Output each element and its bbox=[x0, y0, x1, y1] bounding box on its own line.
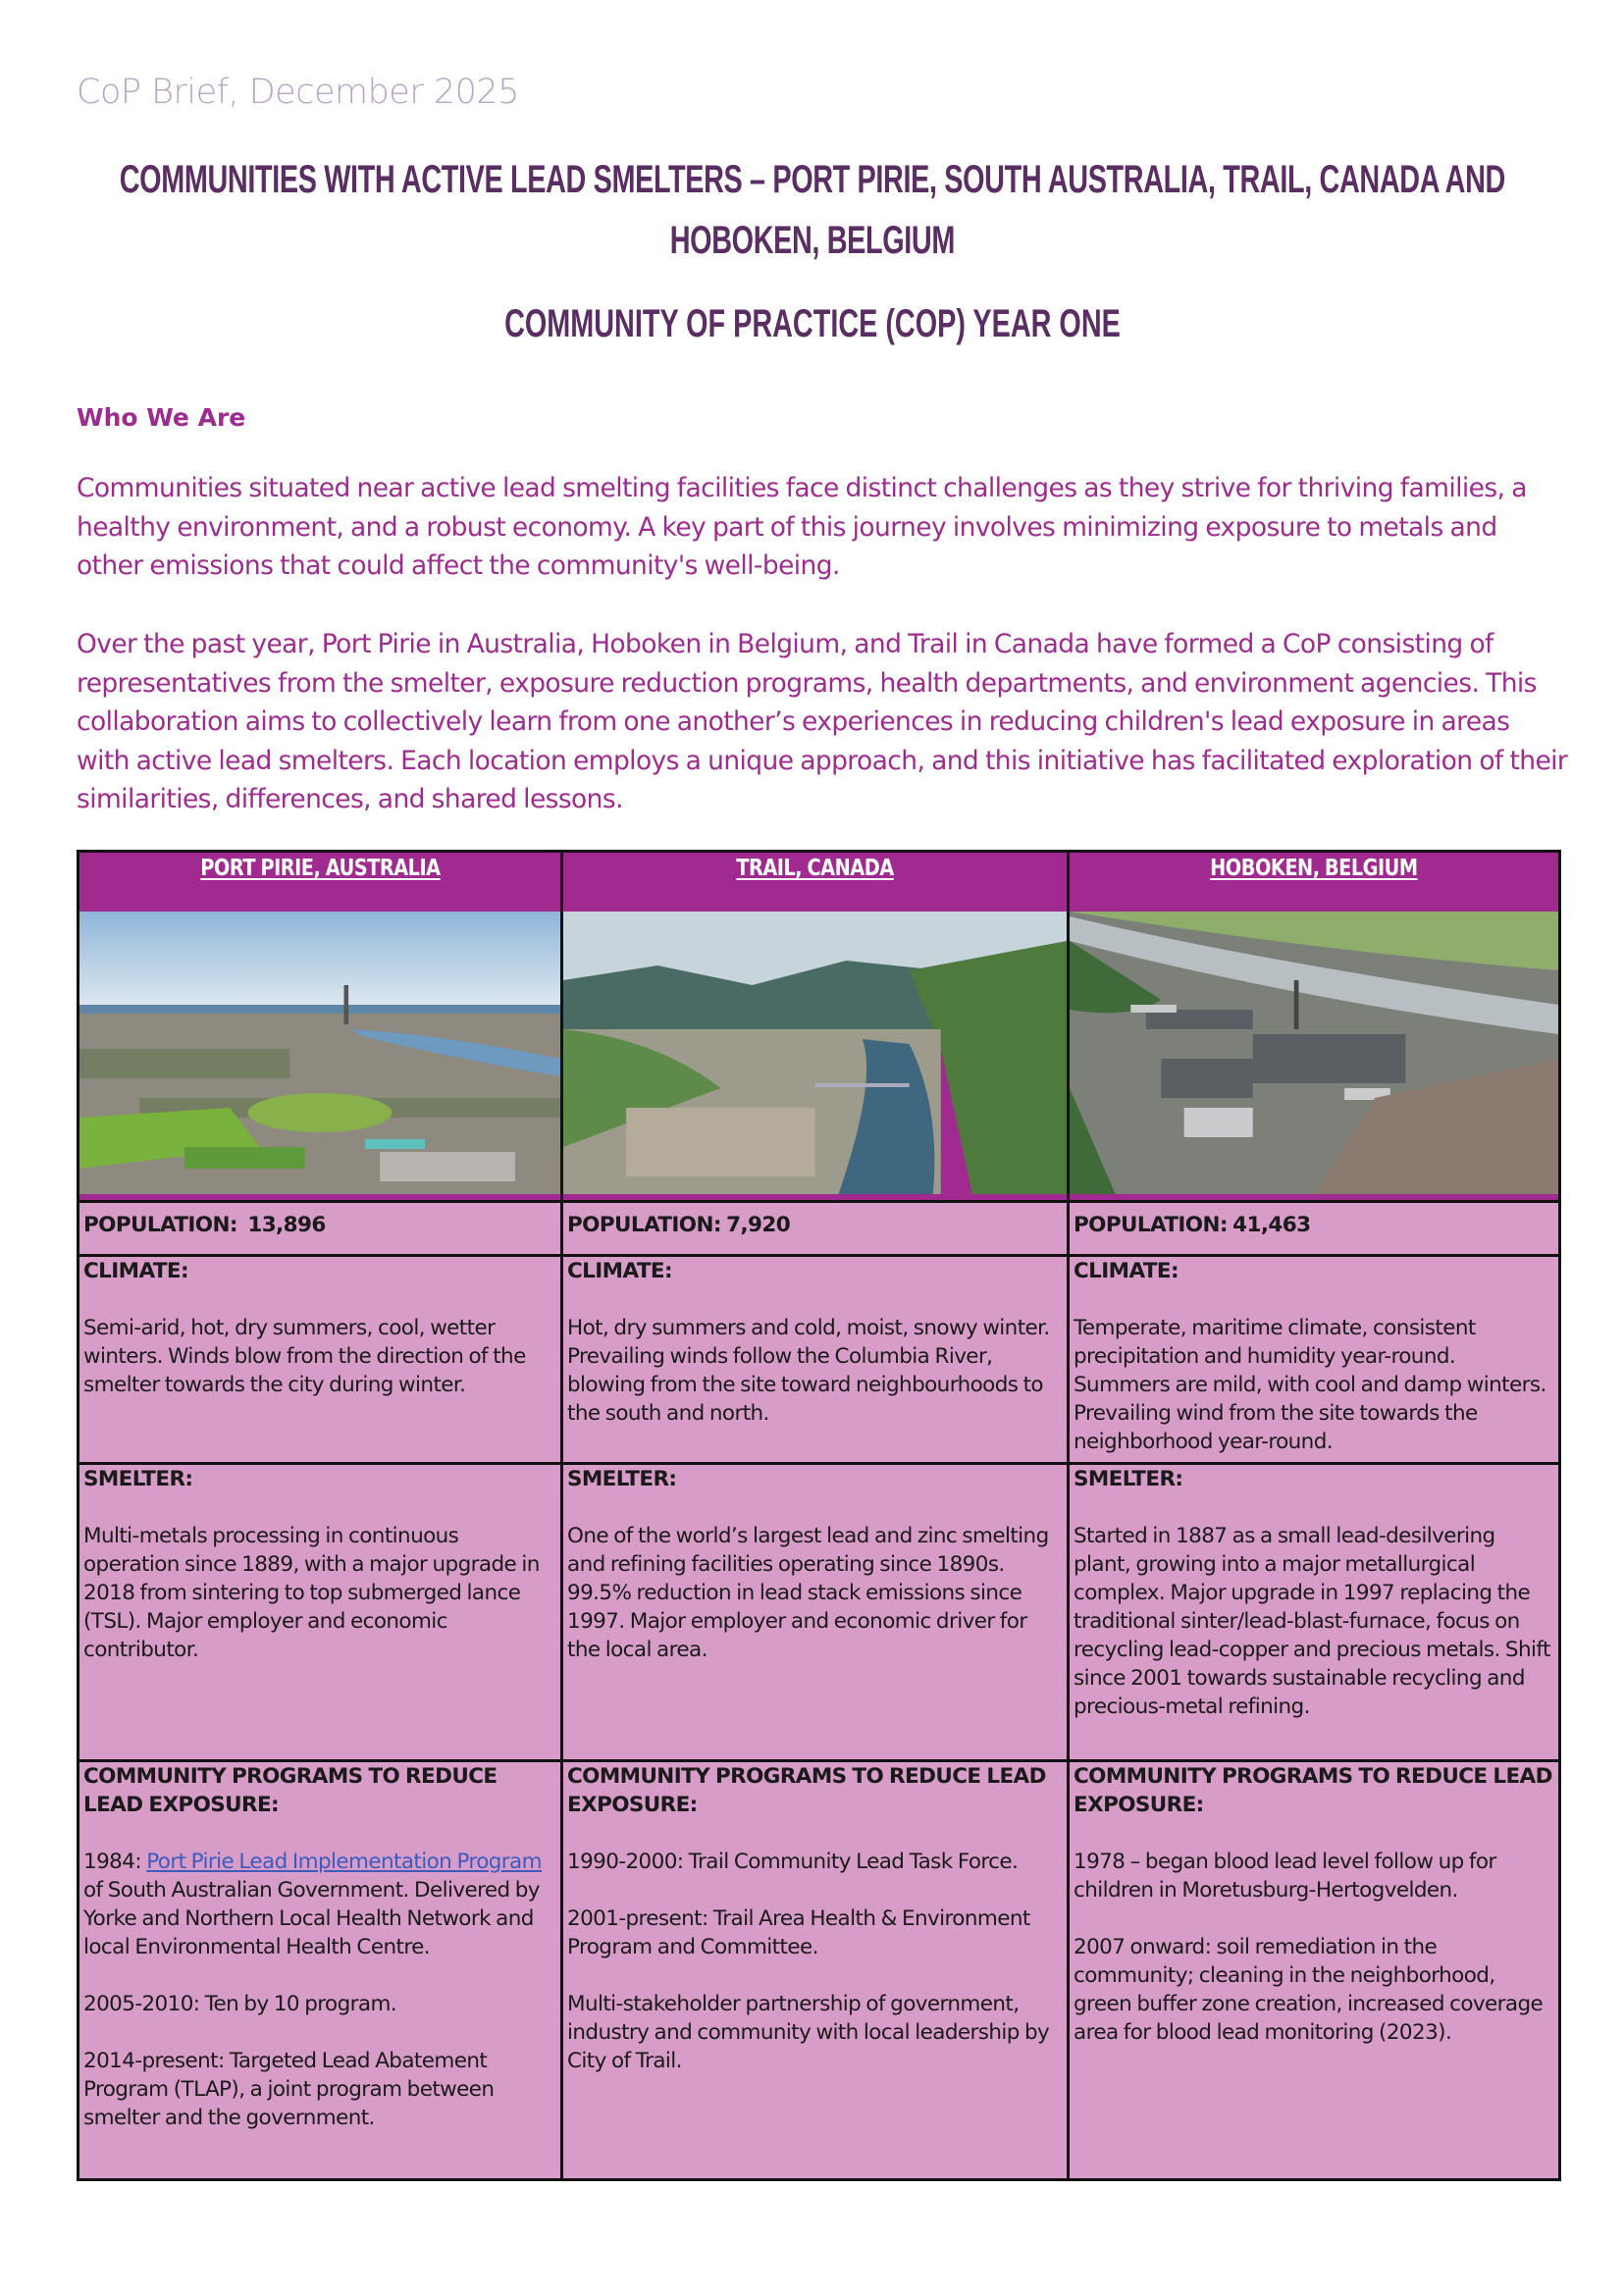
climate-cell-trail bbox=[562, 1256, 1069, 1464]
population-value: 13,896 bbox=[247, 1213, 326, 1237]
page-subtitle-text: COMMUNITY OF PRACTICE (COP) YEAR ONE bbox=[503, 302, 1121, 345]
climate-text: Hot, dry summers and cold, moist, snowy winter. Prevailing winds follow the Columbia River, blowing from the site toward neighbourhoods to the south and north. bbox=[567, 1316, 1050, 1426]
population-cell-port-pirie bbox=[79, 1202, 562, 1256]
location-header-hoboken bbox=[1069, 852, 1560, 913]
intro-paragraph: Over the past year, Port Pirie in Australia, Hoboken in Belgium, and Trail in Canada have formed a CoP consisting of representatives from the smelter, exposure reduction programs, health departments, and environment agencies. This collaboration aims to collectively learn from one another’s experiences in reducing children's lead exposure in areas with active lead smelters. Each location employs a unique approach, and this initiative has facilitated exploration of their similarities, differences, and shared lessons. bbox=[77, 629, 1568, 814]
program-item: 2001-present: Trail Area Health & Environment Program and Committee. bbox=[567, 1906, 1030, 1959]
smelter-text: Started in 1887 as a small lead-desilvering plant, growing into a major metallurgical complex. Major upgrade in 1997 replacing the traditional sinter/lead-blast-furnace, focus on recycling lead-copper and precious metals. Shift since 2001 towards sustainable recycling and precious-metal refining. bbox=[1074, 1524, 1550, 1719]
climate-row bbox=[79, 1256, 1560, 1464]
port-pirie-lead-program-link[interactable]: Port Pirie Lead Implementation Program bbox=[146, 1850, 542, 1874]
program-item bbox=[83, 1848, 556, 1961]
photo-row bbox=[79, 912, 1560, 1202]
page-title-text: COMMUNITIES WITH ACTIVE LEAD SMELTERS – PORT PIRIE, SOUTH AUSTRALIA, TRAIL, CANADA AND HOBOKEN, BELGIUM bbox=[119, 158, 1505, 262]
programs-cell-port-pirie bbox=[79, 1761, 562, 2180]
location-header-trail bbox=[562, 852, 1069, 913]
page-title bbox=[119, 149, 1505, 271]
population-value: 41,463 bbox=[1232, 1213, 1311, 1237]
population-label: POPULATION: bbox=[1074, 1213, 1228, 1237]
location-link-trail[interactable]: TRAIL, CANADA bbox=[736, 856, 894, 881]
programs-cell-trail bbox=[562, 1761, 1069, 2180]
program-item: Multi-stakeholder partnership of government, industry and community with local leadership by City of Trail. bbox=[567, 1992, 1050, 2073]
program-item: 2005-2010: Ten by 10 program. bbox=[83, 1992, 397, 2016]
population-row bbox=[79, 1202, 1560, 1256]
section-heading-who-we-are: Who We Are bbox=[77, 403, 246, 432]
population-cell-trail bbox=[562, 1202, 1069, 1256]
programs-label: COMMUNITY PROGRAMS TO REDUCE LEAD EXPOSURE: bbox=[1074, 1764, 1552, 1817]
smelter-label: SMELTER: bbox=[83, 1467, 193, 1491]
population-value: 7,920 bbox=[726, 1213, 791, 1237]
location-link-hoboken[interactable]: HOBOKEN, BELGIUM bbox=[1210, 856, 1418, 881]
location-link-port-pirie[interactable]: PORT PIRIE, AUSTRALIA bbox=[199, 856, 441, 881]
climate-text: Temperate, maritime climate, consistent precipitation and humidity year-round. Summers are mild, with cool and damp winters. Prevailing wind from the site towards the neighborhood year-round. bbox=[1074, 1316, 1546, 1454]
programs-cell-hoboken bbox=[1069, 1761, 1560, 2180]
program-year: 1984: bbox=[83, 1850, 147, 1874]
brief-date-line: CoP Brief, December 2025 bbox=[77, 73, 519, 112]
location-comparison-table bbox=[77, 850, 1561, 2181]
climate-label: CLIMATE: bbox=[83, 1259, 188, 1283]
climate-label: CLIMATE: bbox=[1074, 1259, 1179, 1283]
population-cell-hoboken bbox=[1069, 1202, 1560, 1256]
location-header-row bbox=[79, 852, 1560, 913]
location-header-port-pirie bbox=[79, 852, 562, 913]
aerial-photo-trail bbox=[563, 912, 1067, 1194]
smelter-text: One of the world’s largest lead and zinc smelting and refining facilities operating since 1890s. 99.5% reduction in lead stack emissions since 1997. Major employer and economic driver for the local area. bbox=[567, 1524, 1049, 1662]
program-item: 1978 – began blood lead level follow up for children in Moretusburg-Hertogvelden. bbox=[1074, 1850, 1496, 1903]
photo-cell-hoboken bbox=[1069, 912, 1560, 1202]
smelter-cell-port-pirie bbox=[79, 1464, 562, 1761]
programs-label: COMMUNITY PROGRAMS TO REDUCE LEAD EXPOSURE: bbox=[567, 1764, 1046, 1817]
smelter-label: SMELTER: bbox=[567, 1467, 677, 1491]
smelter-text: Multi-metals processing in continuous operation since 1889, with a major upgrade in 2018 from sintering to top submerged lance (TSL). Major employer and economic contributor. bbox=[83, 1524, 540, 1662]
smelter-cell-hoboken bbox=[1069, 1464, 1560, 1761]
program-description: of South Australian Government. Delivered by Yorke and Northern Local Health Network and local Environmental Health Centre. bbox=[83, 1878, 540, 1959]
program-item: 2014-present: Targeted Lead Abatement Program (TLAP), a joint program between smelter and the government. bbox=[83, 2049, 495, 2130]
population-label: POPULATION: bbox=[567, 1213, 721, 1237]
climate-text: Semi-arid, hot, dry summers, cool, wetter winters. Winds blow from the direction of the smelter towards the city during winter. bbox=[83, 1316, 526, 1397]
smelter-label: SMELTER: bbox=[1074, 1467, 1183, 1491]
photo-cell-port-pirie bbox=[79, 912, 562, 1202]
photo-cell-trail bbox=[562, 912, 1069, 1202]
program-item: 2007 onward: soil remediation in the community; cleaning in the neighborhood, green buffer zone creation, increased coverage area for blood lead monitoring (2023). bbox=[1074, 1935, 1544, 2045]
intro-paragraph: Communities situated near active lead smelting facilities face distinct challenges as they strive for thriving families, a healthy environment, and a robust economy. A key part of this journey involves minimizing exposure to metals and other emissions that could affect the community's well-being. bbox=[77, 473, 1527, 581]
climate-label: CLIMATE: bbox=[567, 1259, 672, 1283]
climate-cell-port-pirie bbox=[79, 1256, 562, 1464]
smelter-cell-trail bbox=[562, 1464, 1069, 1761]
aerial-photo-hoboken bbox=[1070, 912, 1558, 1194]
aerial-photo-port-pirie bbox=[79, 912, 560, 1194]
programs-label: COMMUNITY PROGRAMS TO REDUCE LEAD EXPOSURE: bbox=[83, 1764, 498, 1817]
population-label: POPULATION: bbox=[83, 1213, 237, 1237]
climate-cell-hoboken bbox=[1069, 1256, 1560, 1464]
program-item: 1990-2000: Trail Community Lead Task Force. bbox=[567, 1850, 1019, 1874]
page-subtitle bbox=[0, 302, 1624, 346]
programs-row bbox=[79, 1761, 1560, 2180]
smelter-row bbox=[79, 1464, 1560, 1761]
